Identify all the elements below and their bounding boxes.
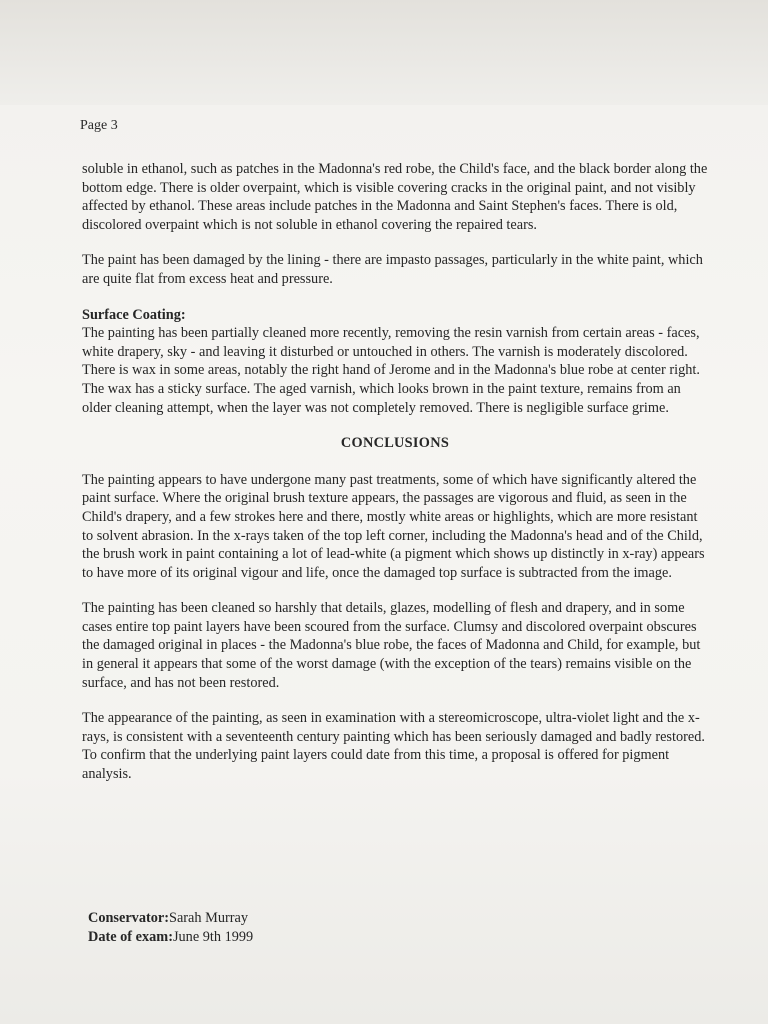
page-top-shadow [0,0,768,105]
paragraph-ethanol-overpaint: soluble in ethanol, such as patches in the Madonna's red robe, the Child's face, and the black border along the bottom edge. There is older overpaint, which is visible covering cracks in the original paint, and not visibly affected by ethanol. These areas include patches in the Madonna and Saint Stephen's faces. There is old, discolored overpaint which is not soluble in ethanol covering the repaired tears. [82,161,708,233]
conclusions-heading: CONCLUSIONS [340,435,450,452]
signoff-block [88,909,253,947]
exam-date-line [88,928,253,947]
paragraph-lining-damage: The paint has been damaged by the lining - there are impasto passages, particularly in the white paint, which are quite flat from excess heat and pressure. [82,252,703,287]
page-number: Page 3 [80,118,118,133]
surface-coating-heading: Surface Coating: [82,306,186,323]
conservator-name: Sarah Murray [169,910,249,926]
paragraph-surface-coating: The painting has been partially cleaned more recently, removing the resin varnish from certain areas - faces, white drapery, sky - and leaving it disturbed or untouched in others. The varnish is moderately discolored. There is wax in some areas, notably the right hand of Jerome and in the Madonna's blue robe at center right. The wax has a sticky surface. The aged varnish, which looks brown in the paint texture, remains from an older cleaning attempt, when the layer was not completely removed. There is negligible surface grime. [82,325,700,416]
conservator-line [88,909,253,928]
section-surface-coating [82,306,708,418]
exam-date-label: Date of exam: [88,929,173,945]
exam-date-value: June 9th 1999 [172,929,254,945]
paragraph-appearance-analysis: The appearance of the painting, as seen in examination with a stereomicroscope, ultra-violet light and the x-rays, is consistent with a seventeenth century painting which has been seriously damaged and badly restored. To confirm that the underlying paint layers could date from this time, a proposal is offered for pigment analysis. [82,710,705,783]
conservator-label: Conservator: [88,910,169,926]
paragraph-harsh-cleaning: The painting has been cleaned so harshly that details, glazes, modelling of flesh and drapery, and in some cases entire top paint layers have been scoured from the surface. Clumsy and discolored overpaint obscures the damaged original in places - the Madonna's blue robe, the faces of Madonna and Child, for example, but in general it appears that some of the worst damage (with the exception of the tears) remains visible on the surface, and has not been restored. [82,600,701,691]
body-text [82,160,708,801]
paragraph-past-treatments: The painting appears to have undergone many past treatments, some of which have significantly altered the paint surface. Where the original brush texture appears, the passages are vigorous and fluid, as seen in the Child's drapery, and a few strokes here and there, mostly white areas or highlights, which are more resistant to solvent abrasion. In the x-rays taken of the top left corner, including the Madonna's head and of the Child, the brush work in paint containing a lot of lead-white (a pigment which shows up distinctly in x-ray) appears to have more of its original vigour and life, once the damaged top surface is subtracted from the image. [82,471,705,581]
